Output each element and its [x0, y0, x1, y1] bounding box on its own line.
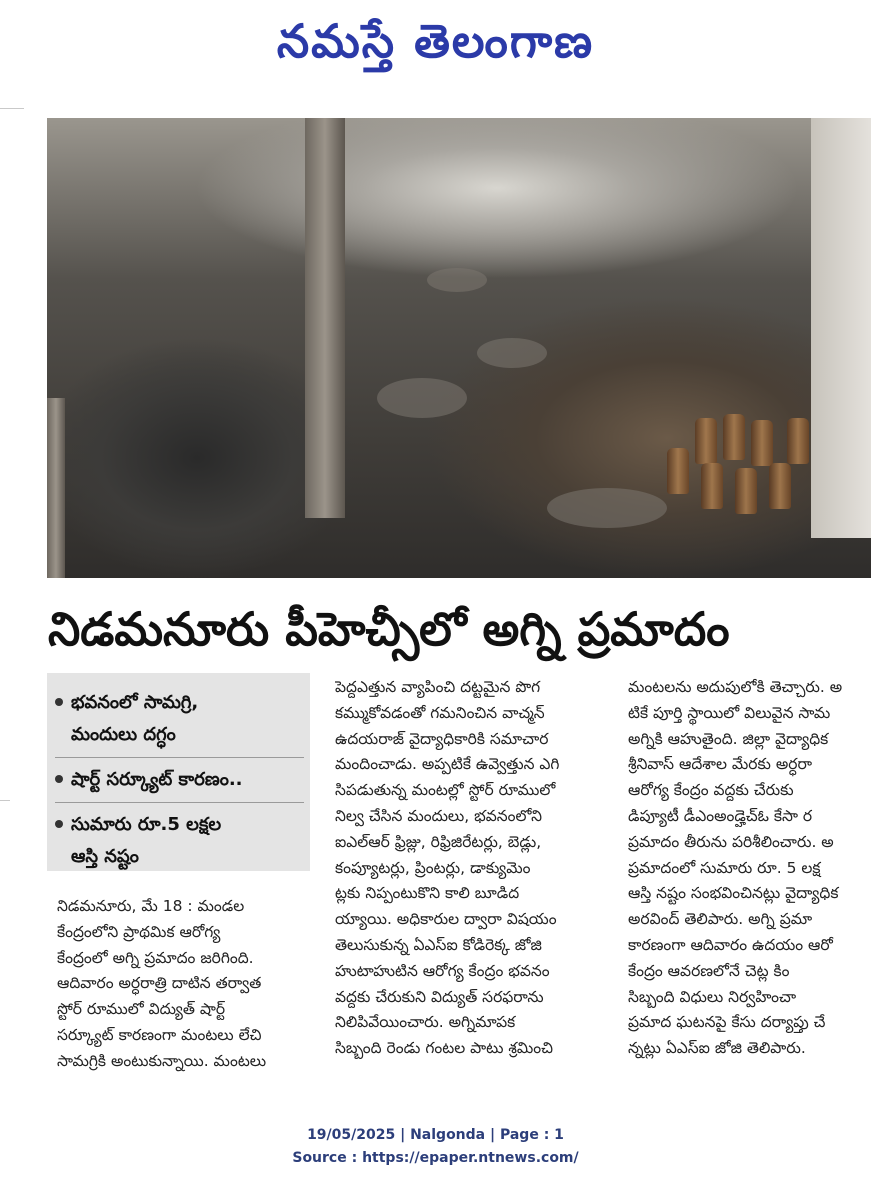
highlight-line: భవనంలో సామగ్రి,	[71, 692, 199, 713]
text-line: సిబ్బంది విధులు నిర్వహించా	[628, 987, 797, 1006]
text-line: స్టోర్ రూములో విద్యుత్ షార్ట్	[57, 1000, 226, 1019]
text-line: మంటలను అదుపులోకి తెచ్చారు. అ	[628, 678, 843, 696]
highlight-item	[55, 803, 304, 879]
article-headline: నిడమనూరు పీహెచ్సీలో అగ్ని ప్రమాదం	[48, 602, 730, 656]
text-line: డిప్యూటీ డీఎంఅండ్హెచ్ఓ కేసా ర	[628, 806, 813, 825]
text-line: ఆదివారం అర్ధరాత్రి దాటిన తర్వాత	[57, 974, 262, 993]
text-line: అరవింద్ తెలిపారు. అగ్ని ప్రమా	[628, 910, 813, 929]
text-line: వద్దకు చేరుకుని విద్యుత్ సరఫరాను	[335, 987, 544, 1006]
text-line: య్యాయి. అధికారుల ద్వారా విషయం	[335, 910, 557, 929]
text-line: నిడమనూరు, మే 18 : మండల	[57, 897, 245, 915]
text-line: కేంద్రంలో అగ్ని ప్రమాదం జరిగింది.	[57, 948, 254, 967]
text-line: ఐఎల్ఆర్ ఫ్రిజ్లు, రిఫ్రిజిరేటర్లు, బెడ్లు,	[335, 832, 542, 851]
edition-info: 19/05/2025 | Nalgonda | Page : 1	[307, 1127, 564, 1143]
highlight-line: మందులు దగ్ధం	[71, 724, 176, 745]
text-line: తెలుసుకున్న ఏఎస్ఐ కోడిరెక్క జోజి	[335, 935, 542, 954]
text-line: నిల్వ చేసిన మందులు, భవనంలోని	[335, 806, 542, 825]
text-line: శ్రీనివాస్ ఆదేశాల మేరకు అర్ధరా	[628, 755, 812, 774]
highlight-item	[55, 758, 304, 803]
highlight-item	[55, 681, 304, 758]
text-line: ఆస్తి నష్టం సంభవించినట్లు వైద్యాధిక	[628, 884, 839, 903]
highlight-line: సుమారు రూ.5 లక్షల	[71, 814, 222, 835]
text-line: నిలిపివేయించారు. అగ్నిమాపక	[335, 1013, 516, 1032]
text-line: సిబ్బంది రెండు గంటల పాటు శ్రమించి	[335, 1039, 554, 1058]
text-line: ప్రమాదంలో సుమారు రూ. 5 లక్ష	[628, 858, 821, 877]
text-line: ప్రమాద ఘటనపై కేసు దర్యాప్తు చే	[628, 1013, 826, 1032]
page-footer	[0, 1124, 871, 1170]
text-line: మందించాడు. అప్పటికే ఉవ్వెత్తున ఎగి	[335, 755, 560, 774]
text-line: సర్క్యూట్ కారణంగా మంటలు లేచి	[57, 1025, 262, 1044]
text-line: ఆరోగ్య కేంద్రం వద్దకు చేరుకు	[628, 781, 794, 800]
article-column-3	[628, 675, 871, 1062]
highlight-line: షార్ట్ సర్క్యూట్ కారణం..	[71, 769, 243, 790]
text-line: కారణంగా ఆదివారం ఉదయం ఆరో	[628, 935, 833, 954]
text-line: ఉదయరాజ్ వైద్యాధికారికి సమాచార	[335, 729, 549, 748]
text-line: సామగ్రికి అంటుకున్నాయి. మంటలు	[57, 1051, 267, 1070]
bullet-icon	[55, 820, 63, 828]
text-line: అగ్నికి ఆహుతైంది. జిల్లా వైద్యాధిక	[628, 729, 829, 748]
text-line: కమ్ముకోవడంతో గమనించిన వాచ్మన్	[335, 703, 545, 722]
text-line: పెద్దఎత్తున వ్యాపించి దట్టమైన పొగ	[335, 678, 541, 696]
article-column-2	[335, 675, 610, 1062]
text-line: కేంద్రంలోని ప్రాథమిక ఆరోగ్య	[57, 922, 221, 941]
text-line: హుటాహుటిన ఆరోగ్య కేంద్రం భవనం	[335, 961, 550, 980]
page-fold-mark	[0, 800, 10, 801]
news-photo	[47, 118, 871, 578]
bullet-icon	[55, 698, 63, 706]
text-line: టికే పూర్తి స్థాయిలో విలువైన సామ	[628, 703, 831, 722]
highlights-box	[47, 673, 310, 871]
text-line: న్నట్లు ఏఎస్ఐ జోజి తెలిపారు.	[628, 1039, 806, 1058]
text-line: కంప్యూటర్లు, ప్రింటర్లు, డాక్యుమెం	[335, 858, 531, 877]
text-line: సిపడుతున్న మంటల్లో స్టోర్ రూములో	[335, 781, 556, 800]
text-line: ప్రమాదం తీరును పరిశీలించారు. అ	[628, 832, 834, 851]
article-column-1	[57, 894, 310, 1075]
newspaper-masthead: నమస్తే తెలంగాణ	[276, 14, 595, 68]
text-line: ట్లకు నిప్పంటుకొని కాలి బూడిద	[335, 884, 520, 903]
highlight-line: ఆస్తి నష్టం	[71, 846, 139, 867]
text-line: కేంద్రం ఆవరణలోనే చెట్ల కిం	[628, 961, 790, 980]
source-link[interactable]: Source : https://epaper.ntnews.com/	[292, 1150, 579, 1166]
page-fold-mark	[0, 108, 24, 109]
bullet-icon	[55, 775, 63, 783]
